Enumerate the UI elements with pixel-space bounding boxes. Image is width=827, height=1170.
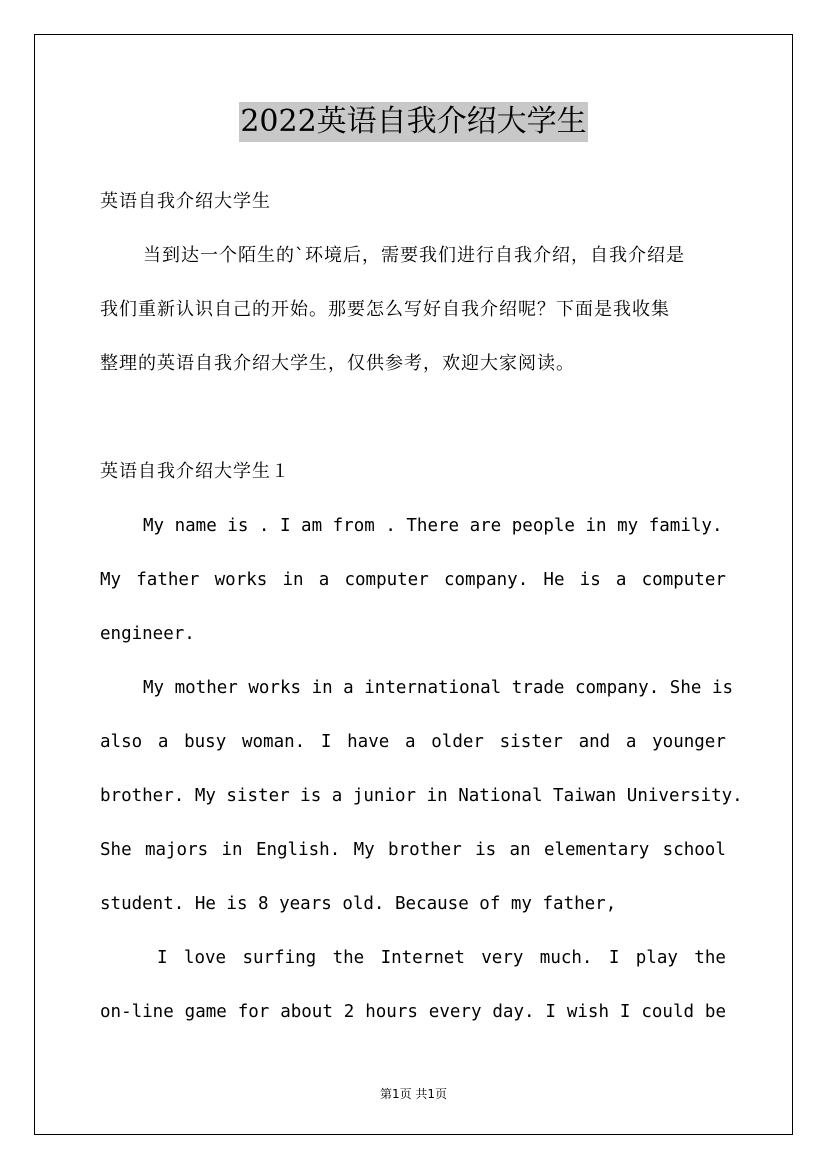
body-line	[100, 715, 726, 769]
word: He	[543, 570, 565, 590]
document-body	[100, 175, 743, 1039]
word: the	[694, 948, 726, 968]
word: a	[157, 732, 169, 752]
word: I	[545, 1002, 556, 1022]
word: love	[183, 948, 227, 968]
word: busy	[184, 732, 227, 752]
word: English.	[255, 840, 341, 860]
word: computer	[344, 570, 429, 590]
body-line	[100, 553, 726, 607]
word: brother	[388, 840, 462, 860]
word: company.	[443, 570, 529, 590]
word: an	[509, 840, 531, 860]
word: day.	[492, 1002, 535, 1022]
body-line: My name is . I am from . There are people in my family.	[143, 516, 723, 536]
word: play	[635, 948, 678, 968]
word: game	[184, 1002, 227, 1022]
intro-line-2: 我们重新认识自己的开始。那要怎么写好自我介绍呢？下面是我收集	[100, 299, 670, 320]
word: elementary	[543, 840, 650, 860]
word: I	[157, 948, 168, 968]
body-line	[100, 823, 726, 877]
word: older	[431, 732, 484, 752]
word: wish	[566, 1002, 610, 1022]
word: 2	[343, 1002, 355, 1022]
word: school	[662, 840, 726, 860]
word: I	[619, 1002, 631, 1022]
title-container	[0, 102, 827, 142]
word: the	[332, 948, 365, 968]
word: about	[280, 1002, 333, 1022]
word: surfing	[242, 948, 317, 968]
document-title: 2022英语自我介绍大学生	[239, 102, 587, 142]
word: woman.	[241, 732, 306, 752]
body-line: brother. My sister is a junior in National Taiwan University.	[100, 786, 743, 806]
word: sister	[499, 732, 563, 752]
word: a	[318, 570, 330, 590]
word: works	[214, 570, 268, 590]
word: My	[353, 840, 375, 860]
word: father	[136, 570, 200, 590]
body-line: My mother works in a international trade company. She is	[143, 678, 734, 698]
page-footer: 第1页 共1页	[379, 1087, 448, 1101]
word: be	[704, 1002, 726, 1022]
word: in	[221, 840, 243, 860]
word: a	[625, 732, 637, 752]
word: and	[578, 732, 611, 752]
word: is	[475, 840, 497, 860]
word: much.	[539, 948, 593, 968]
word: in	[282, 570, 304, 590]
word: a	[405, 732, 416, 752]
word: computer	[641, 570, 726, 590]
body-line	[100, 931, 726, 985]
word: Internet	[380, 948, 465, 968]
word: My	[100, 570, 122, 590]
body-line: student. He is 8 years old. Because of my father,	[100, 894, 617, 914]
word: a	[615, 570, 627, 590]
intro-line-1: 当到达一个陌生的`环境后，需要我们进行自我介绍，自我介绍是	[143, 245, 685, 266]
word: I	[320, 732, 332, 752]
word: have	[347, 732, 390, 752]
word: hours	[365, 1002, 418, 1022]
section-heading: 英语自我介绍大学生１	[100, 461, 290, 482]
spacer	[100, 391, 726, 445]
word: She	[100, 840, 132, 860]
word: on-line	[100, 1002, 174, 1022]
word: very	[481, 948, 524, 968]
word: every	[428, 1002, 482, 1022]
intro-line-3: 整理的英语自我介绍大学生，仅供参考，欢迎大家阅读。	[100, 353, 575, 374]
word: is	[579, 570, 601, 590]
subtitle: 英语自我介绍大学生	[100, 191, 271, 212]
body-line	[100, 985, 726, 1039]
body-line: engineer.	[100, 624, 195, 644]
word: also	[100, 732, 143, 752]
word: could	[641, 1002, 695, 1022]
word: younger	[652, 732, 726, 752]
word: for	[237, 1002, 270, 1022]
english-paragraphs	[100, 499, 743, 1039]
word: I	[608, 948, 620, 968]
word: majors	[144, 840, 209, 860]
